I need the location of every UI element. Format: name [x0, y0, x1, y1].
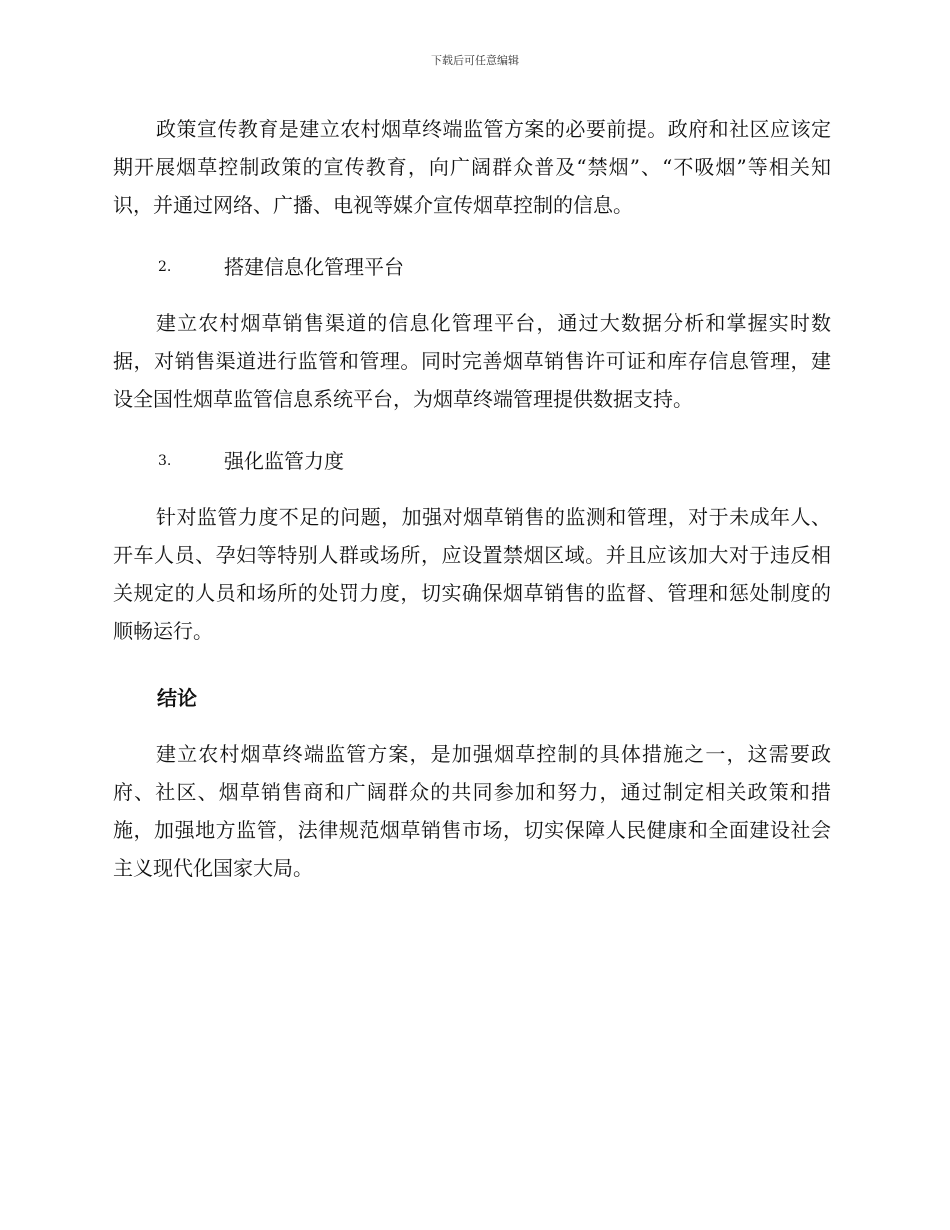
heading-3-number: 3. — [158, 453, 172, 469]
paragraph-policy-education: 政策宣传教育是建立农村烟草终端监管方案的必要前提。政府和社区应该定期开展烟草控制政策的宣传教育，向广阔群众普及“禁烟”、“不吸烟”等相关知识，并通过网络、广播、电视等媒介宣传烟草控制的信息。 — [113, 117, 831, 217]
page-header: 下载后可任意编辑 — [431, 54, 519, 67]
paragraph-conclusion: 建立农村烟草终端监管方案，是加强烟草控制的具体措施之一，这需要政府、社区、烟草销售商和广阔群众的共同参加和努力，通过制定相关政策和措施，加强地方监管，法律规范烟草销售市场，切实保障人民健康和全面建设社会主义现代化国家大局。 — [113, 742, 831, 880]
heading-2-title: 搭建信息化管理平台 — [224, 255, 404, 279]
conclusion-heading: 结论 — [157, 686, 197, 710]
heading-2-number: 2. — [158, 259, 172, 275]
paragraph-strengthen-supervision: 针对监管力度不足的问题，加强对烟草销售的监测和管理，对于未成年人、开车人员、孕妇等特别人群或场所，应设置禁烟区域。并且应该加大对于违反相关规定的人员和场所的处罚力度，切实确保烟草销售的监督、管理和惩处制度的顺畅运行。 — [113, 505, 831, 643]
paragraph-info-platform: 建立农村烟草销售渠道的信息化管理平台，通过大数据分析和掌握实时数据，对销售渠道进行监管和管理。同时完善烟草销售许可证和库存信息管理，建设全国性烟草监管信息系统平台，为烟草终端管理提供数据支持。 — [113, 311, 831, 411]
heading-3-title: 强化监管力度 — [224, 449, 344, 473]
